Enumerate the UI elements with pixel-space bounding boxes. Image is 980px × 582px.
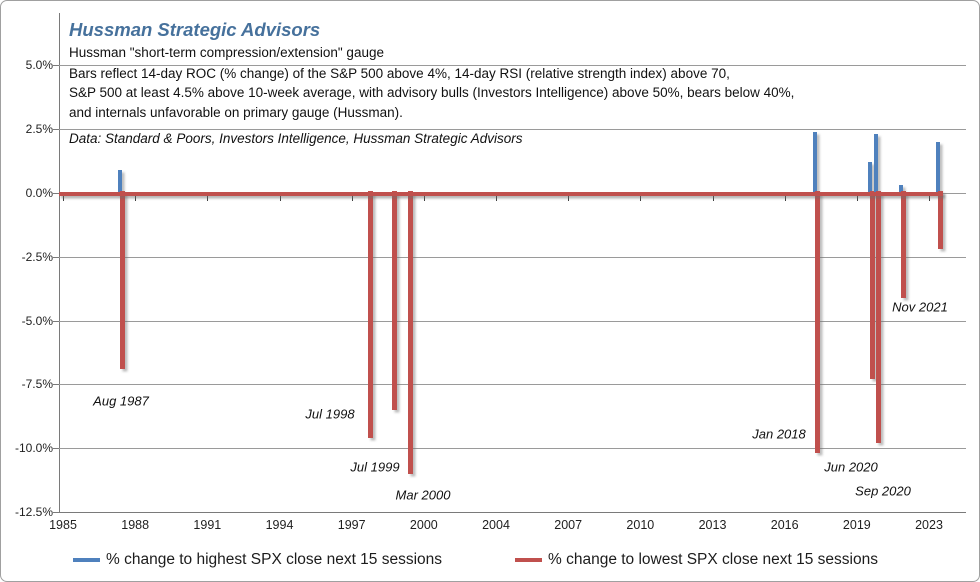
- y-axis-tick: [53, 384, 59, 385]
- description-line: Bars reflect 14-day ROC (% change) of the S&P 500 above 4%, 14-day RSI (relative strength index) above 70,: [69, 66, 730, 81]
- x-axis-tick: [280, 196, 281, 201]
- chart-subtitle: Hussman "short-term compression/extension" gauge: [69, 45, 384, 60]
- description-line: and internals unfavorable on primary gauge (Hussman).: [69, 104, 403, 120]
- x-axis-label: 2013: [698, 518, 727, 532]
- gridline: [59, 512, 966, 513]
- event-annotation: Jan 2018: [752, 426, 806, 442]
- event-annotation: Jul 1999: [350, 459, 400, 475]
- x-axis-tick: [207, 196, 208, 201]
- description-line: S&P 500 at least 4.5% above 10-week average, with advisory bulls (Investors Intelligence) above 50%, bears below 40%,: [69, 85, 795, 101]
- gridline: [59, 448, 966, 449]
- x-axis-label: 2004: [482, 518, 510, 532]
- y-axis-label: -10.0%: [14, 441, 53, 456]
- y-axis-line: [59, 13, 60, 512]
- gridline: [59, 384, 966, 385]
- bar-high: [936, 142, 940, 195]
- x-axis-tick: [352, 196, 353, 201]
- bar-low: [815, 191, 820, 453]
- bar-low: [870, 191, 875, 379]
- y-axis-label: -2.5%: [21, 249, 53, 264]
- y-axis-label: -12.5%: [14, 505, 53, 519]
- y-axis-tick: [53, 448, 59, 449]
- x-axis-tick: [568, 196, 569, 201]
- x-axis-tick: [929, 196, 930, 201]
- event-annotation: Sep 2020: [855, 483, 911, 499]
- data-source-note: Data: Standard & Poors, Investors Intelligence, Hussman Strategic Advisors: [69, 131, 523, 146]
- chart-description: [69, 64, 794, 122]
- y-axis-tick: [53, 321, 59, 322]
- y-axis-tick: [53, 65, 59, 66]
- x-axis-label: 1985: [49, 518, 77, 532]
- x-axis-tick: [63, 196, 64, 201]
- chart-title: Hussman Strategic Advisors: [69, 19, 321, 40]
- bar-high: [874, 134, 878, 195]
- gridline: [59, 257, 966, 258]
- legend-marker-blue: [73, 558, 100, 562]
- bar-low: [392, 191, 397, 410]
- y-axis-label: 0.0%: [25, 186, 53, 200]
- x-axis-tick: [713, 196, 714, 201]
- bar-low: [938, 191, 943, 249]
- legend-item-highest: [73, 551, 442, 569]
- bar-low: [876, 191, 881, 443]
- y-axis-tick: [53, 257, 59, 258]
- x-axis-tick: [640, 196, 641, 201]
- event-annotation: Jun 2020: [824, 459, 878, 475]
- y-axis-label: 2.5%: [25, 122, 53, 137]
- bar-high: [813, 132, 817, 195]
- y-axis-label: -5.0%: [21, 313, 53, 328]
- x-axis-tick: [785, 196, 786, 201]
- legend-label-lowest: % change to lowest SPX close next 15 sessions: [548, 551, 878, 568]
- event-annotation: Jul 1998: [305, 406, 355, 422]
- bar-low: [120, 191, 125, 369]
- gridline: [59, 321, 966, 322]
- x-axis-label: 1997: [337, 518, 366, 532]
- x-axis-label: 1994: [265, 518, 294, 532]
- y-axis-tick: [53, 512, 59, 513]
- zero-line: [59, 192, 943, 197]
- event-annotation: Mar 2000: [395, 487, 451, 503]
- x-axis-tick: [496, 196, 497, 201]
- x-axis-label: 2023: [915, 518, 943, 532]
- x-axis-tick: [135, 196, 136, 201]
- x-axis-label: 2000: [409, 518, 438, 532]
- legend-label-highest: % change to highest SPX close next 15 sessions: [106, 551, 443, 568]
- x-axis-tick: [857, 196, 858, 201]
- x-axis-label: 2007: [554, 518, 583, 532]
- event-annotation: Nov 2021: [892, 299, 948, 315]
- y-axis-label: -7.5%: [21, 377, 53, 392]
- bar-low: [408, 191, 413, 474]
- x-axis-tick: [424, 196, 425, 201]
- x-axis-label: 2016: [770, 518, 799, 532]
- x-axis-label: 1988: [121, 518, 150, 532]
- bar-low: [368, 191, 373, 438]
- x-axis-label: 2010: [626, 518, 655, 532]
- gridline: [59, 65, 966, 66]
- legend-item-lowest: [515, 551, 878, 569]
- bar-low: [901, 191, 906, 298]
- x-axis-label: 2019: [842, 518, 871, 532]
- x-axis-label: 1991: [193, 518, 222, 532]
- event-annotation: Aug 1987: [93, 393, 149, 409]
- gridline: [59, 129, 966, 130]
- y-axis-tick: [53, 129, 59, 130]
- y-axis-label: 5.0%: [25, 58, 53, 73]
- legend-marker-red: [515, 558, 542, 562]
